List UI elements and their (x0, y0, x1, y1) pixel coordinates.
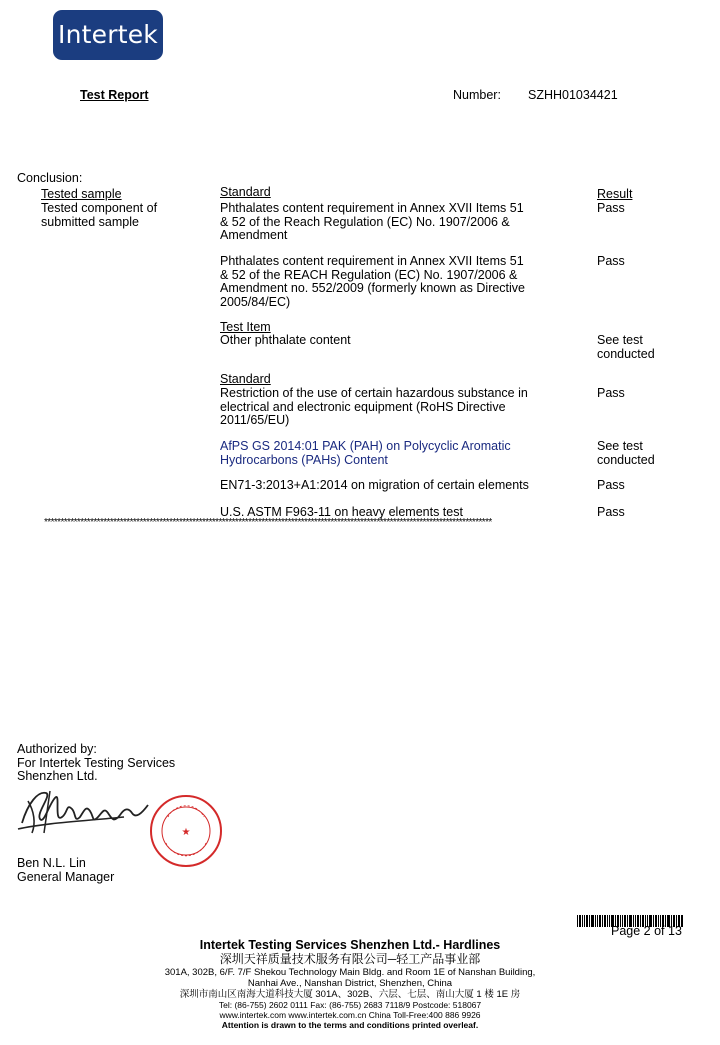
footer-company-cn: 深圳天祥质量技术服务有限公司─轻工产品事业部 (219, 952, 481, 966)
standard-line: AfPS GS 2014:01 PAK (PAH) on Polycyclic Aromatic (220, 439, 511, 453)
standard-line: 2011/65/EU) (220, 413, 290, 427)
test-item-header: Test Item (220, 320, 271, 334)
standard-line: Phthalates content requirement in Annex XVII Items 51 (220, 254, 524, 268)
authorization-line: For Intertek Testing Services (17, 755, 176, 770)
footer-web: www.intertek.com www.intertek.com.cn China Toll-Free:400 886 9926 (219, 1010, 481, 1020)
standard-line: Phthalates content requirement in Annex XVII Items 51 (220, 201, 524, 215)
standard-line: electrical and electronic equipment (RoHS Directive (220, 399, 506, 414)
result-cell: Pass (597, 478, 625, 492)
result-cell: Pass (597, 201, 625, 215)
standard-line: U.S. ASTM F963-11 on heavy elements test (220, 505, 463, 519)
footer-address-cn: 深圳市南山区南海大道科技大厦 301A、302B、六层、七层、南山大厦 1 楼 1E 房 (179, 989, 521, 1000)
standard-line: Amendment no. 552/2009 (formerly known as Directive (220, 281, 526, 295)
standard-line: & 52 of the Reach Regulation (EC) No. 1907/2006 & (220, 214, 510, 229)
footer-contact: Tel: (86-755) 2602 0111 Fax: (86-755) 2683 7118/9 Postcode: 518067 (218, 1000, 482, 1010)
result-cell (597, 334, 655, 361)
standard-line: Amendment (220, 228, 288, 242)
footer-address-2: Nanhai Ave., Nanshan District, Shenzhen, China (247, 978, 453, 989)
result-line: See test (597, 439, 643, 453)
standard-line: Hydrocarbons (PAHs) Content (220, 452, 388, 467)
result-line: See test (597, 333, 643, 347)
footer-notice: Attention is drawn to the terms and conditions printed overleaf. (221, 1020, 479, 1030)
tested-sample-line: submitted sample (41, 214, 139, 229)
report-number: SZHH01034421 (528, 88, 618, 102)
result-cell: Pass (597, 386, 625, 400)
result-cell: Pass (597, 505, 625, 519)
standard-line: Restriction of the use of certain hazardous substance in (220, 386, 528, 400)
signature-image (14, 783, 164, 843)
separator-line: **************************************************************************************************************************************** (44, 518, 492, 528)
company-seal-icon (148, 793, 224, 869)
tested-sample-cell (41, 202, 157, 229)
conclusion-heading: Conclusion: (17, 171, 83, 185)
signer-name: Ben N.L. Lin (17, 856, 86, 870)
standard-row (220, 255, 525, 309)
result-cell: Pass (597, 254, 625, 268)
footer-company: Intertek Testing Services Shenzhen Ltd.- Hardlines (199, 938, 501, 952)
standard-header: Standard (220, 185, 271, 199)
result-line: conducted (597, 346, 655, 361)
standard-line: EN71-3:2013+A1:2014 on migration of certain elements (220, 478, 529, 492)
signer-title: General Manager (17, 870, 115, 884)
svg-text:★: ★ (181, 827, 191, 838)
footer-address-1: 301A, 302B, 6/F. 7/F Shekou Technology Main Bldg. and Room 1E of Nanshan Building, (164, 967, 536, 978)
tested-sample-header: Tested sample (41, 187, 122, 201)
result-header: Result (597, 187, 633, 201)
tested-sample-line: Tested component of (41, 201, 158, 215)
authorization-line: Authorized by: (17, 742, 97, 756)
authorization-block (17, 743, 175, 784)
intertek-logo: Intertek (53, 10, 163, 60)
standard-line: 2005/84/EC) (220, 294, 291, 309)
result-cell (597, 440, 655, 467)
standard-row (220, 334, 351, 348)
authorization-line: Shenzhen Ltd. (17, 769, 98, 783)
standard-header: Standard (220, 372, 271, 386)
report-label: Test Report (80, 88, 149, 102)
standard-row (220, 440, 511, 467)
standard-line: & 52 of the REACH Regulation (EC) No. 1907/2006 & (220, 267, 518, 282)
standard-row (220, 387, 528, 428)
standard-row (220, 202, 524, 243)
page-indicator: Page 2 of 13 (611, 924, 682, 938)
number-label: Number: (453, 88, 501, 102)
result-line: conducted (597, 452, 655, 467)
standard-line: Other phthalate content (220, 333, 351, 347)
